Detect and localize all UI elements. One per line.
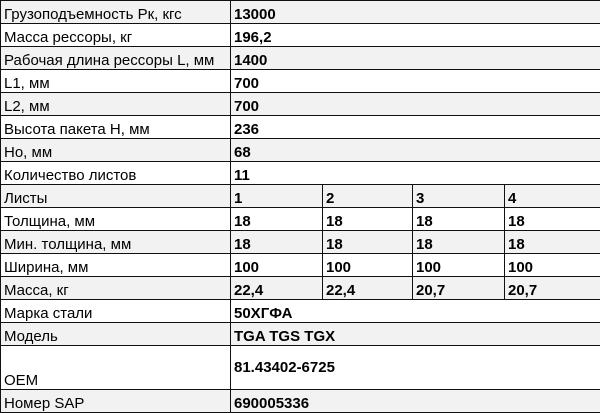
leaf-cell: 18: [505, 208, 600, 231]
spec-label: Ширина, мм: [1, 254, 231, 277]
table-row-leaf-mass: [1, 277, 600, 300]
leaf-cell: 18: [505, 231, 600, 254]
leaf-cell: 22,4: [231, 277, 323, 300]
spec-label: Но, мм: [1, 139, 231, 162]
spec-value: 11: [231, 162, 600, 185]
leaf-cell: 4: [505, 185, 600, 208]
spec-value: 236: [231, 116, 600, 139]
spec-label: L1, мм: [1, 70, 231, 93]
spec-value: 1400: [231, 47, 600, 70]
table-row-thickness: [1, 208, 600, 231]
leaf-cell: 100: [413, 254, 505, 277]
spec-label: Количество листов: [1, 162, 231, 185]
spec-label: Модель: [1, 323, 231, 346]
table-row-min-thickness: [1, 231, 600, 254]
spec-label: Номер SAP: [1, 390, 231, 413]
leaf-cell: 18: [413, 208, 505, 231]
spec-value: 196,2: [231, 24, 600, 47]
table-row-sap: [1, 390, 600, 413]
table-row-model: [1, 323, 600, 346]
table-row-leaf-count: [1, 162, 600, 185]
spec-value: 81.43402-6725: [231, 346, 600, 390]
table-row-l2: [1, 93, 600, 116]
spec-value: 690005336: [231, 390, 600, 413]
leaf-cell: 2: [323, 185, 413, 208]
spec-value: 13000: [231, 1, 600, 24]
spec-label: Масса рессоры, кг: [1, 24, 231, 47]
spec-label: Рабочая длина рессоры L, мм: [1, 47, 231, 70]
spec-value: 50ХГФА: [231, 300, 600, 323]
leaf-cell: 18: [413, 231, 505, 254]
table-row-oem: [1, 346, 600, 390]
leaf-cell: 20,7: [413, 277, 505, 300]
leaf-cell: 18: [323, 208, 413, 231]
leaf-cell: 22,4: [323, 277, 413, 300]
table-row-width: [1, 254, 600, 277]
leaf-cell: 18: [323, 231, 413, 254]
leaf-cell: 1: [231, 185, 323, 208]
spec-value: 68: [231, 139, 600, 162]
table-row-l1: [1, 70, 600, 93]
spec-label: Листы: [1, 185, 231, 208]
table-row-leaves: [1, 185, 600, 208]
spec-label: OEM: [1, 346, 231, 390]
table-row-working-length: [1, 47, 600, 70]
spec-label: Масса, кг: [1, 277, 231, 300]
table-row-h0: [1, 139, 600, 162]
leaf-cell: 18: [231, 208, 323, 231]
table-row-load-capacity: [1, 1, 600, 24]
spec-label: Мин. толщина, мм: [1, 231, 231, 254]
spec-label: Марка стали: [1, 300, 231, 323]
spec-label: L2, мм: [1, 93, 231, 116]
leaf-cell: 100: [231, 254, 323, 277]
spec-label: Высота пакета Н, мм: [1, 116, 231, 139]
table-row-spring-mass: [1, 24, 600, 47]
table-row-steel-grade: [1, 300, 600, 323]
leaf-cell: 100: [505, 254, 600, 277]
table-row-pack-height: [1, 116, 600, 139]
spec-value: 700: [231, 70, 600, 93]
spec-label: Грузоподъемность Рк, кгс: [1, 1, 231, 24]
leaf-cell: 100: [323, 254, 413, 277]
spec-label: Толщина, мм: [1, 208, 231, 231]
leaf-cell: 3: [413, 185, 505, 208]
leaf-cell: 20,7: [505, 277, 600, 300]
leaf-cell: 18: [231, 231, 323, 254]
spec-value: TGA TGS TGX: [231, 323, 600, 346]
spec-value: 700: [231, 93, 600, 116]
